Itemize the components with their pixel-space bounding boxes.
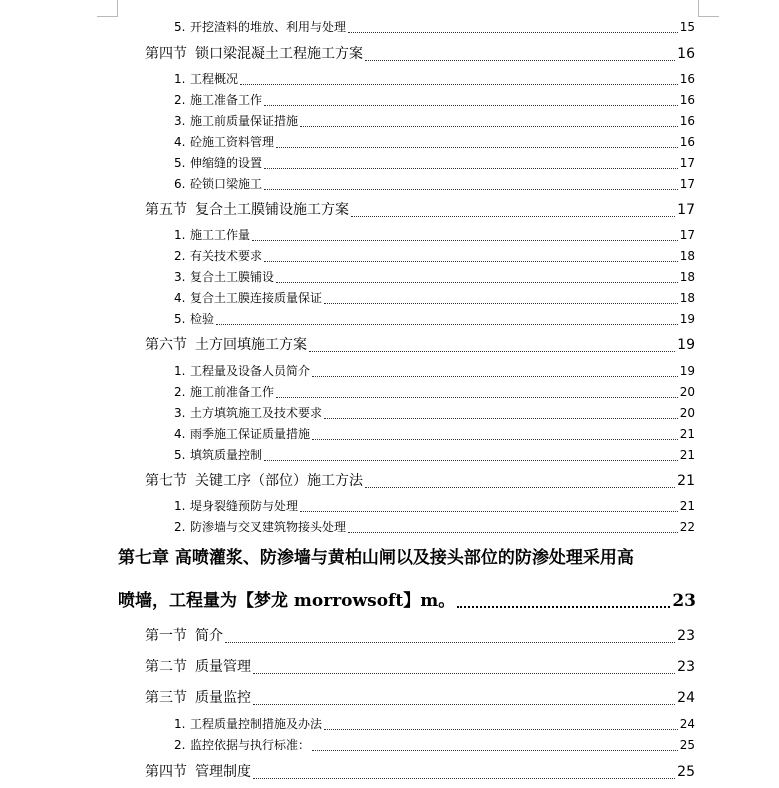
section-number: 第二节: [145, 659, 187, 675]
entry-title: 关键工序（部位）施工方法: [195, 473, 363, 489]
dot-leader: [312, 750, 678, 751]
dot-leader: [276, 397, 678, 398]
toc-entry-label: [145, 625, 223, 647]
toc-item-entry[interactable]: [174, 735, 695, 755]
toc-entry-label: [145, 334, 307, 356]
entry-title: 质量监控: [195, 690, 251, 706]
dot-leader: [225, 642, 675, 643]
item-number: 1.: [174, 228, 186, 242]
dot-leader: [264, 460, 678, 461]
toc-entry-label: [174, 153, 262, 173]
page-number: 18: [679, 291, 695, 305]
dot-leader: [252, 240, 678, 241]
toc-item-entry[interactable]: [174, 174, 695, 194]
toc-item-entry[interactable]: [174, 424, 695, 444]
dot-leader: [457, 606, 670, 608]
item-number: 2.: [174, 93, 186, 107]
entry-title: 工程量及设备人员简介: [190, 364, 311, 378]
entry-title: 工程质量控制措施及办法: [190, 717, 323, 731]
entry-title: 伸缩缝的设置: [190, 156, 263, 170]
toc-section-entry[interactable]: [145, 687, 695, 709]
page-number: 20: [679, 406, 695, 420]
toc-item-entry[interactable]: [174, 714, 695, 734]
section-number: 第四节: [145, 46, 187, 62]
toc-item-entry[interactable]: [174, 445, 695, 465]
toc-item-entry[interactable]: [174, 267, 695, 287]
item-number: 3.: [174, 114, 186, 128]
toc-section-entry[interactable]: [145, 43, 695, 65]
page-number: 23: [677, 659, 695, 675]
toc-entry-label: [174, 69, 238, 89]
toc-entry-label: [174, 517, 346, 537]
toc-item-entry[interactable]: [174, 403, 695, 423]
toc-entry-label: [174, 225, 250, 245]
entry-title: 施工前准备工作: [190, 385, 275, 399]
dot-leader: [253, 778, 675, 779]
entry-title: 雨季施工保证质量措施: [190, 427, 311, 441]
chapter-heading-line2[interactable]: [118, 586, 696, 616]
page-corner-mark-right: [698, 0, 719, 17]
section-number: 第一节: [145, 628, 187, 644]
page-number: 17: [679, 177, 695, 191]
dot-leader: [300, 511, 678, 512]
toc-section-entry[interactable]: [145, 656, 695, 678]
item-number: 1.: [174, 364, 186, 378]
entry-title: 管理制度: [195, 764, 251, 780]
toc-section-entry[interactable]: [145, 470, 695, 492]
dot-leader: [324, 418, 678, 419]
page-number: 16: [679, 114, 695, 128]
entry-title: 复合土工膜铺设: [190, 270, 275, 284]
toc-item-entry[interactable]: [174, 111, 695, 131]
entry-title: 锁口梁混凝土工程施工方案: [195, 46, 363, 62]
toc-entry-label: [145, 470, 363, 492]
toc-entry-label: [174, 288, 322, 308]
toc-entry-label: [174, 424, 310, 444]
page-number: 20: [679, 385, 695, 399]
section-number: 第四节: [145, 764, 187, 780]
toc-entry-label: [174, 382, 274, 402]
page-number: 24: [677, 690, 695, 706]
item-number: 5.: [174, 312, 186, 326]
dot-leader: [348, 32, 678, 33]
dot-leader: [216, 324, 678, 325]
page-number: 25: [679, 738, 695, 752]
entry-title: 防渗墙与交叉建筑物接头处理: [190, 520, 347, 534]
section-number: 第三节: [145, 690, 187, 706]
toc-entry-label: [145, 656, 251, 678]
chapter-heading-line1[interactable]: 第七章 高喷灌浆、防渗墙与黄柏山闸以及接头部位的防渗处理采用高: [118, 548, 634, 568]
toc-entry-label: [174, 309, 214, 329]
toc-item-entry[interactable]: [174, 153, 695, 173]
item-number: 2.: [174, 249, 186, 263]
toc-item-entry[interactable]: [174, 517, 695, 537]
toc-entry-label: [174, 90, 262, 110]
entry-title: 土方填筑施工及技术要求: [190, 406, 323, 420]
entry-title: 开挖渣料的堆放、利用与处理: [190, 20, 347, 34]
page-number: 24: [679, 717, 695, 731]
page-number: 18: [679, 270, 695, 284]
item-number: 2.: [174, 520, 186, 534]
chapter-page-number: 23: [672, 591, 696, 611]
item-number: 2.: [174, 738, 186, 752]
dot-leader: [264, 261, 678, 262]
page-number: 17: [679, 228, 695, 242]
section-number: 第七节: [145, 473, 187, 489]
dot-leader: [300, 126, 678, 127]
page-number: 17: [677, 202, 695, 218]
page-number: 19: [679, 364, 695, 378]
item-number: 4.: [174, 427, 186, 441]
entry-title: 复合土工膜连接质量保证: [190, 291, 323, 305]
entry-title: 工程概况: [190, 72, 239, 86]
dot-leader: [253, 673, 675, 674]
dot-leader: [264, 189, 678, 190]
item-number: 3.: [174, 406, 186, 420]
chapter-heading-title-end: 喷墙，工程量为【梦龙 morrowsoft】m。: [118, 591, 456, 611]
toc-item-entry[interactable]: [174, 382, 695, 402]
toc-entry-label: [174, 174, 262, 194]
entry-title: 砼锁口梁施工: [190, 177, 263, 191]
entry-title: 复合土工膜铺设施工方案: [195, 202, 349, 218]
dot-leader: [324, 729, 678, 730]
page-number: 16: [677, 46, 695, 62]
page-number: 19: [679, 312, 695, 326]
page-corner-mark-left: [97, 0, 118, 17]
section-number: 第五节: [145, 202, 187, 218]
entry-title: 监控依据与执行标准：: [190, 738, 311, 752]
page-number: 21: [677, 473, 695, 489]
dot-leader: [276, 147, 678, 148]
dot-leader: [348, 532, 678, 533]
item-number: 6.: [174, 177, 186, 191]
entry-title: 施工准备工作: [190, 93, 263, 107]
entry-title: 质量管理: [195, 659, 251, 675]
entry-title: 砼施工资料管理: [190, 135, 275, 149]
dot-leader: [324, 303, 678, 304]
toc-item-entry[interactable]: [174, 132, 695, 152]
toc-entry-label: [145, 761, 251, 783]
toc-item-entry[interactable]: [174, 90, 695, 110]
dot-leader: [365, 487, 675, 488]
toc-entry-label: [174, 132, 274, 152]
item-number: 4.: [174, 291, 186, 305]
entry-title: 土方回填施工方案: [195, 337, 307, 353]
item-number: 5.: [174, 448, 186, 462]
page-number: 16: [679, 93, 695, 107]
entry-title: 施工前质量保证措施: [190, 114, 299, 128]
item-number: 1.: [174, 499, 186, 513]
entry-title: 填筑质量控制: [190, 448, 263, 462]
entry-title: 检验: [190, 312, 215, 326]
toc-item-entry[interactable]: [174, 309, 695, 329]
dot-leader: [312, 439, 678, 440]
toc-entry-label: [174, 735, 310, 755]
page-number: 21: [679, 448, 695, 462]
dot-leader: [276, 282, 678, 283]
toc-item-entry[interactable]: [174, 17, 695, 37]
entry-title: 施工工作量: [190, 228, 251, 242]
item-number: 2.: [174, 385, 186, 399]
toc-section-entry[interactable]: [145, 761, 695, 783]
dot-leader: [240, 84, 678, 85]
item-number: 1.: [174, 72, 186, 86]
item-number: 1.: [174, 717, 186, 731]
toc-entry-label: [174, 445, 262, 465]
toc-entry-label: [145, 43, 363, 65]
toc-entry-label: [174, 267, 274, 287]
toc-section-entry[interactable]: [145, 334, 695, 356]
toc-entry-label: [174, 496, 298, 516]
toc-entry-label: [174, 361, 310, 381]
toc-item-entry[interactable]: [174, 496, 695, 516]
item-number: 5.: [174, 156, 186, 170]
section-number: 第六节: [145, 337, 187, 353]
dot-leader: [309, 351, 675, 352]
dot-leader: [264, 168, 678, 169]
toc-entry-label: [174, 403, 322, 423]
toc-item-entry[interactable]: [174, 246, 695, 266]
entry-title: 堤身裂缝预防与处理: [190, 499, 299, 513]
toc-entry-label: [145, 199, 349, 221]
page-number: 21: [679, 427, 695, 441]
toc-section-entry[interactable]: [145, 199, 695, 221]
toc-item-entry[interactable]: [174, 69, 695, 89]
page-number: 16: [679, 135, 695, 149]
dot-leader: [253, 704, 675, 705]
dot-leader: [312, 376, 678, 377]
toc-entry-label: [145, 687, 251, 709]
toc-section-entry[interactable]: [145, 625, 695, 647]
page-number: 18: [679, 249, 695, 263]
toc-item-entry[interactable]: [174, 288, 695, 308]
page-number: 25: [677, 764, 695, 780]
dot-leader: [351, 216, 675, 217]
page-number: 17: [679, 156, 695, 170]
page-number: 21: [679, 499, 695, 513]
toc-entry-label: [174, 111, 298, 131]
toc-item-entry[interactable]: [174, 361, 695, 381]
item-number: 5.: [174, 20, 186, 34]
dot-leader: [365, 60, 675, 61]
page-number: 23: [677, 628, 695, 644]
toc-item-entry[interactable]: [174, 225, 695, 245]
page-number: 16: [679, 72, 695, 86]
page-number: 22: [679, 520, 695, 534]
page-number: 15: [679, 20, 695, 34]
item-number: 3.: [174, 270, 186, 284]
dot-leader: [264, 105, 678, 106]
entry-title: 有关技术要求: [190, 249, 263, 263]
page-number: 19: [677, 337, 695, 353]
toc-entry-label: [174, 714, 322, 734]
toc-entry-label: [174, 246, 262, 266]
item-number: 4.: [174, 135, 186, 149]
toc-entry-label: [174, 17, 346, 37]
entry-title: 简介: [195, 628, 223, 644]
